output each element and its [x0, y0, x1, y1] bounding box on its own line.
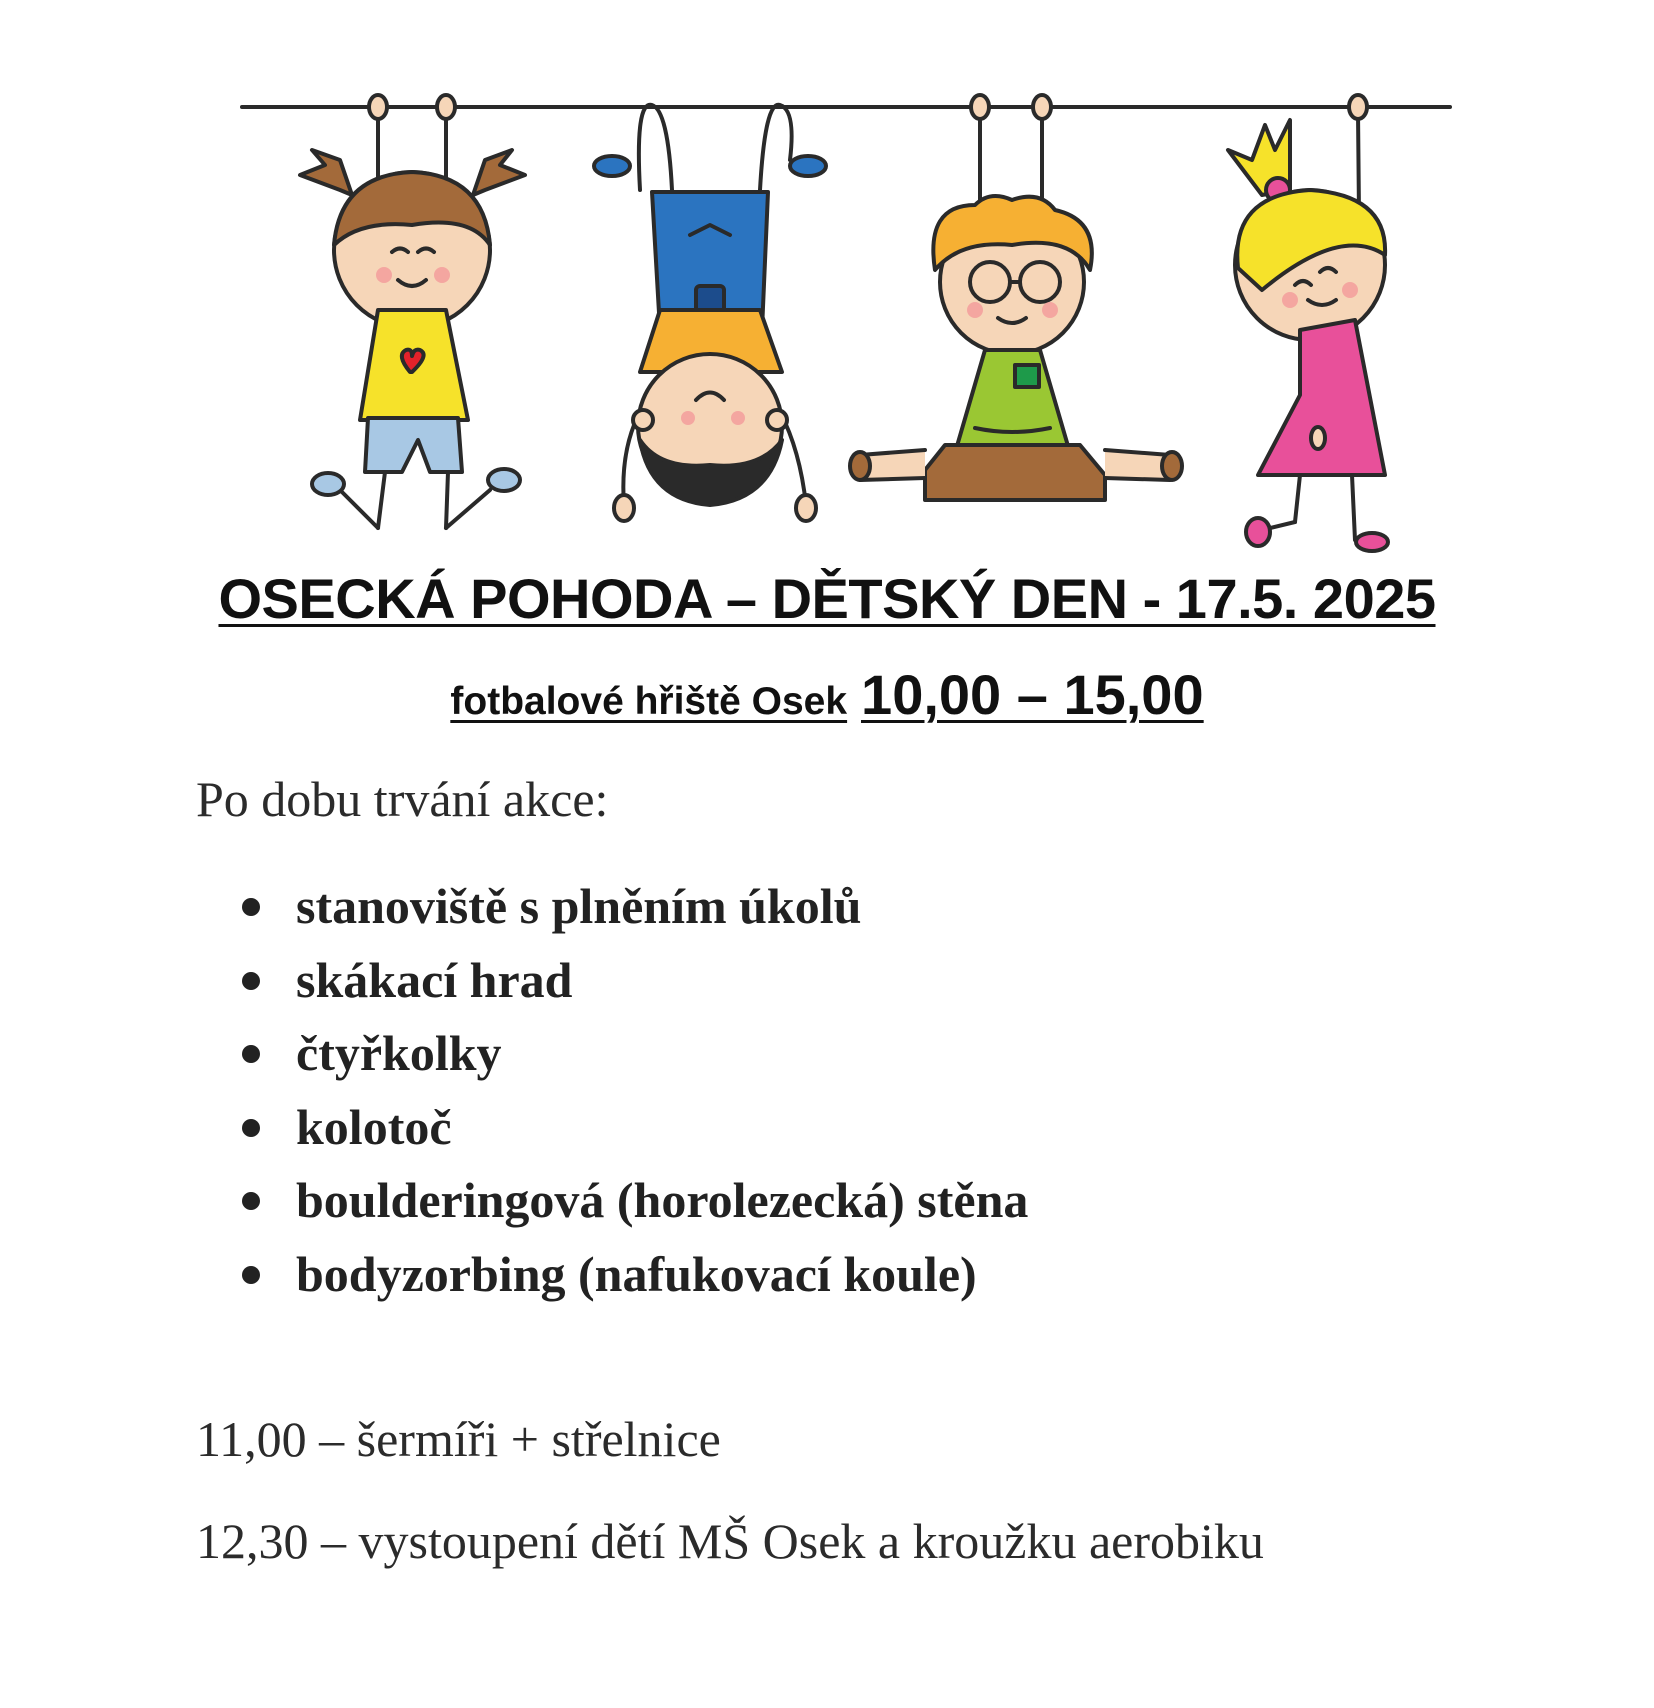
activity-label: skákací hrad [296, 951, 573, 1008]
list-item [196, 944, 1028, 1018]
event-title-text: OSECKÁ POHODA – DĚTSKÝ DEN - 17.5. 2025 [218, 567, 1436, 630]
event-location: fotbalové hřiště Osek [450, 680, 848, 723]
bullet-icon [242, 1266, 260, 1284]
activities-intro: Po dobu trvání akce: [196, 771, 609, 827]
activity-label: stanoviště s plněním úkolů [296, 878, 862, 934]
bullet-icon [242, 1119, 260, 1137]
activity-label: boulderingová (horolezecká) stěna [296, 1172, 1029, 1228]
girl-with-pigtails [300, 95, 525, 528]
event-subtitle [0, 662, 1654, 727]
activity-label: bodyzorbing (nafukovací koule) [296, 1245, 977, 1302]
boy-upside-down [594, 105, 826, 521]
boy-with-glasses [850, 95, 1182, 500]
activity-list [196, 870, 1028, 1311]
event-title [0, 566, 1654, 631]
list-item [196, 1017, 1028, 1091]
schedule-item-performance: 12,30 – vystoupení dětí MŠ Osek a kroužku aerobiku [196, 1513, 1264, 1569]
list-item [196, 1238, 1028, 1312]
bullet-icon [242, 972, 260, 990]
bullet-icon [242, 1192, 260, 1210]
list-item [196, 870, 1028, 944]
bullet-icon [242, 898, 260, 916]
bullet-icon [242, 1045, 260, 1063]
list-item [196, 1091, 1028, 1165]
schedule-item-fencers: 11,00 – šermíři + střelnice [196, 1411, 721, 1467]
activity-label: kolotoč [296, 1098, 452, 1155]
event-time: 10,00 – 15,00 [861, 663, 1204, 726]
children-hanging-illustration [0, 0, 1654, 590]
list-item [196, 1164, 1028, 1238]
activity-label: čtyřkolky [296, 1025, 502, 1081]
girl-with-ponytail [1228, 95, 1388, 551]
